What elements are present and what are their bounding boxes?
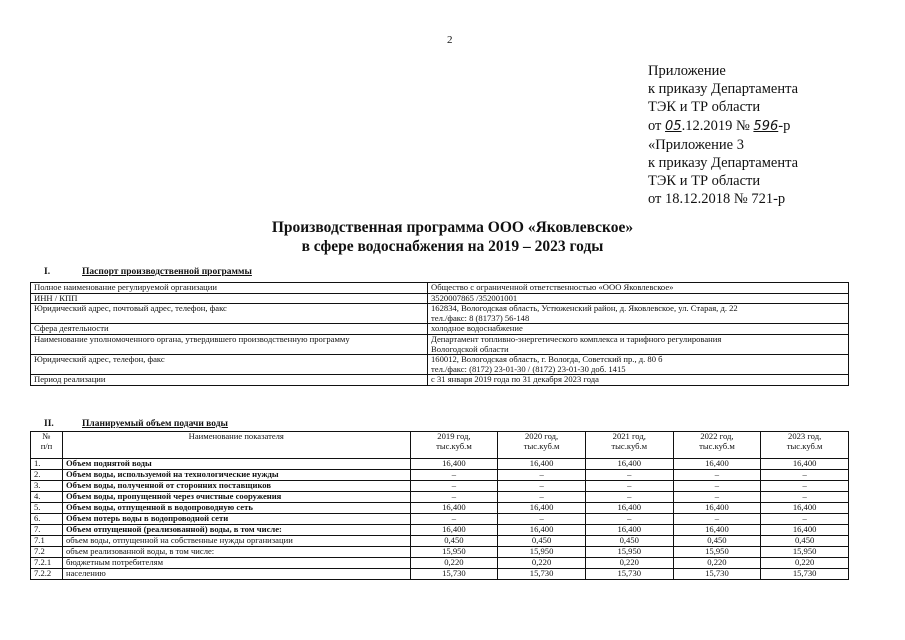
passport-value bbox=[428, 355, 849, 375]
row-value: – bbox=[498, 481, 586, 492]
table-row bbox=[31, 470, 849, 481]
title-line-2: в сфере водоснабжения на 2019 – 2023 годы bbox=[301, 238, 604, 255]
appendix-line: ТЭК и ТР области bbox=[648, 173, 761, 190]
row-number: 7.2.2 bbox=[31, 569, 63, 580]
row-value: – bbox=[410, 492, 498, 503]
order-prefix: от bbox=[648, 117, 666, 134]
row-name: Объем потерь воды в водопроводной сети bbox=[62, 514, 410, 525]
row-value: 0,220 bbox=[585, 558, 673, 569]
section-title: Паспорт производственной программы bbox=[82, 267, 252, 277]
row-value: 15,730 bbox=[410, 569, 498, 580]
passport-value bbox=[428, 304, 849, 324]
section-2-heading bbox=[30, 419, 228, 429]
row-value: – bbox=[761, 470, 849, 481]
passport-value bbox=[428, 334, 849, 354]
row-value: – bbox=[410, 481, 498, 492]
passport-row bbox=[31, 355, 849, 375]
row-name: Объем воды, используемой на технологические нужды bbox=[62, 470, 410, 481]
row-value: 15,950 bbox=[673, 547, 761, 558]
document-title bbox=[0, 218, 905, 256]
passport-value-line: Департамент топливно-энергетического комплекса и тарифного регулирования bbox=[431, 333, 722, 344]
appendix-line: к приказу Департамента bbox=[648, 81, 799, 98]
row-name: Объем отпущенной (реализованной) воды, в том числе: bbox=[62, 525, 410, 536]
passport-value bbox=[428, 283, 849, 294]
row-value: 16,400 bbox=[410, 525, 498, 536]
section-title: Планируемый объем подачи воды bbox=[82, 419, 228, 429]
passport-label: Юридический адрес, почтовый адрес, телефон, факс bbox=[31, 304, 428, 324]
row-value: 0,220 bbox=[673, 558, 761, 569]
header-year: 2021 год, тыс.куб.м bbox=[585, 432, 673, 459]
passport-value bbox=[428, 293, 849, 304]
passport-label: Период реализации bbox=[31, 375, 428, 386]
section-number: II. bbox=[44, 419, 54, 429]
table-row bbox=[31, 459, 849, 470]
row-number: 7.2 bbox=[31, 547, 63, 558]
row-value: – bbox=[585, 481, 673, 492]
section-1-heading bbox=[30, 267, 252, 277]
order-line bbox=[648, 117, 798, 136]
passport-value-line: тел./факс: (8172) 23-01-30 / (8172) 23-01-30 доб. 1415 bbox=[431, 363, 626, 374]
appendix-line: Приложение bbox=[648, 63, 726, 79]
passport-value-line: с 31 января 2019 года по 31 декабря 2023 года bbox=[431, 374, 599, 385]
row-value: – bbox=[673, 470, 761, 481]
order-suffix: -р bbox=[778, 117, 791, 134]
appendix-line: ТЭК и ТР области bbox=[648, 99, 761, 116]
row-value: 16,400 bbox=[673, 503, 761, 514]
row-number: 3. bbox=[31, 481, 63, 492]
row-value: 15,950 bbox=[761, 547, 849, 558]
passport-table bbox=[30, 282, 849, 386]
appendix-line: от 18.12.2018 № 721-р bbox=[648, 191, 786, 208]
order-middle: .12.2019 № bbox=[681, 117, 754, 134]
passport-row bbox=[31, 293, 849, 304]
header-num: № п/п bbox=[31, 432, 63, 459]
header-name: Наименование показателя bbox=[62, 432, 410, 459]
passport-row bbox=[31, 304, 849, 324]
appendix-line: «Приложение 3 bbox=[648, 136, 744, 153]
row-number: 7.1 bbox=[31, 536, 63, 547]
row-value: 0,450 bbox=[410, 536, 498, 547]
row-value: 15,730 bbox=[761, 569, 849, 580]
passport-value-line: Общество с ограниченной ответственностью «ООО Яковлевское» bbox=[431, 282, 674, 292]
header-year: 2019 год, тыс.куб.м bbox=[410, 432, 498, 459]
table-row bbox=[31, 492, 849, 503]
row-value: 16,400 bbox=[498, 525, 586, 536]
row-number: 7.2.1 bbox=[31, 558, 63, 569]
row-name: Объем воды, полученной от сторонних поставщиков bbox=[62, 481, 410, 492]
row-value: 16,400 bbox=[498, 459, 586, 470]
passport-label: ИНН / КПП bbox=[31, 293, 428, 304]
row-value: – bbox=[410, 470, 498, 481]
passport-row bbox=[31, 324, 849, 335]
row-value: 15,950 bbox=[410, 547, 498, 558]
row-number: 4. bbox=[31, 492, 63, 503]
row-value: – bbox=[761, 514, 849, 525]
appendix-line: к приказу Департамента bbox=[648, 155, 799, 172]
table-row bbox=[31, 503, 849, 514]
row-value: 15,730 bbox=[585, 569, 673, 580]
row-number: 1. bbox=[31, 459, 63, 470]
row-value: – bbox=[498, 470, 586, 481]
row-value: – bbox=[585, 514, 673, 525]
row-value: 16,400 bbox=[498, 503, 586, 514]
row-value: 16,400 bbox=[673, 459, 761, 470]
row-value: 16,400 bbox=[761, 459, 849, 470]
row-value: 15,730 bbox=[498, 569, 586, 580]
passport-row bbox=[31, 334, 849, 354]
row-value: 16,400 bbox=[585, 459, 673, 470]
row-value: – bbox=[585, 492, 673, 503]
header-year: 2022 год, тыс.куб.м bbox=[673, 432, 761, 459]
passport-label: Наименование уполномоченного органа, утвердившего производственную программу bbox=[31, 334, 428, 354]
row-value: 0,450 bbox=[673, 536, 761, 547]
row-value: 15,950 bbox=[498, 547, 586, 558]
passport-label: Полное наименование регулируемой организации bbox=[31, 283, 428, 294]
row-number: 2. bbox=[31, 470, 63, 481]
row-name: Объем воды, пропущенной через очистные сооружения bbox=[62, 492, 410, 503]
passport-value bbox=[428, 375, 849, 386]
row-value: 16,400 bbox=[761, 525, 849, 536]
table-row bbox=[31, 536, 849, 547]
row-value: – bbox=[673, 481, 761, 492]
passport-row bbox=[31, 375, 849, 386]
row-number: 5. bbox=[31, 503, 63, 514]
row-value: 0,220 bbox=[498, 558, 586, 569]
row-value: 16,400 bbox=[585, 503, 673, 514]
passport-value-line: 3520007865 /352001001 bbox=[431, 292, 518, 303]
row-value: 16,400 bbox=[761, 503, 849, 514]
row-name: объем реализованной воды, в том числе: bbox=[62, 547, 410, 558]
row-value: – bbox=[410, 514, 498, 525]
row-value: – bbox=[673, 514, 761, 525]
section-number: I. bbox=[44, 267, 51, 277]
passport-value-line: тел./факс: 8 (81737) 56-148 bbox=[431, 312, 530, 323]
table-row bbox=[31, 558, 849, 569]
water-volume-table bbox=[30, 431, 849, 580]
row-value: – bbox=[585, 470, 673, 481]
row-value: 15,730 bbox=[673, 569, 761, 580]
header-year: 2023 год, тыс.куб.м bbox=[761, 432, 849, 459]
handwritten-number: 596 bbox=[753, 118, 779, 134]
passport-value-line: холодное водоснабжение bbox=[431, 323, 523, 334]
row-name: Объем воды, отпущенной в водопроводную сеть bbox=[62, 503, 410, 514]
title-line-1: Производственная программа ООО «Яковлевское» bbox=[271, 219, 634, 236]
row-value: 0,450 bbox=[498, 536, 586, 547]
row-value: – bbox=[498, 514, 586, 525]
passport-label: Сфера деятельности bbox=[31, 324, 428, 335]
handwritten-day: 05 bbox=[665, 118, 682, 134]
table-row bbox=[31, 525, 849, 536]
row-value: – bbox=[761, 481, 849, 492]
row-value: 16,400 bbox=[673, 525, 761, 536]
row-value: – bbox=[761, 492, 849, 503]
row-value: 0,220 bbox=[410, 558, 498, 569]
table-row bbox=[31, 481, 849, 492]
row-value: – bbox=[673, 492, 761, 503]
header-year: 2020 год, тыс.куб.м bbox=[498, 432, 586, 459]
passport-value-line: 160012, Вологодская область, г. Вологда, Советский пр., д. 80 б bbox=[431, 354, 663, 365]
row-value: 0,450 bbox=[585, 536, 673, 547]
row-value: 0,220 bbox=[761, 558, 849, 569]
table-row bbox=[31, 569, 849, 580]
row-name: бюджетным потребителям bbox=[62, 558, 410, 569]
passport-value-line: 162834, Вологодская область, Устюженский район, д. Яковлевское, ул. Старая, д. 22 bbox=[431, 303, 738, 314]
row-value: 15,950 bbox=[585, 547, 673, 558]
table-header-row bbox=[31, 432, 849, 459]
row-value: 16,400 bbox=[410, 459, 498, 470]
row-name: объем воды, отпущенной на собственные нужды организации bbox=[62, 536, 410, 547]
row-number: 7. bbox=[31, 525, 63, 536]
passport-value-line: Вологодской области bbox=[431, 343, 509, 354]
row-number: 6. bbox=[31, 514, 63, 525]
table-row bbox=[31, 547, 849, 558]
passport-value bbox=[428, 324, 849, 335]
row-value: 16,400 bbox=[585, 525, 673, 536]
row-value: – bbox=[498, 492, 586, 503]
row-value: 16,400 bbox=[410, 503, 498, 514]
appendix-block bbox=[648, 62, 798, 209]
table-row bbox=[31, 514, 849, 525]
page-number: 2 bbox=[447, 34, 453, 46]
passport-row bbox=[31, 283, 849, 294]
passport-label: Юридический адрес, телефон, факс bbox=[31, 355, 428, 375]
row-name: населению bbox=[62, 569, 410, 580]
row-value: 0,450 bbox=[761, 536, 849, 547]
row-name: Объем поднятой воды bbox=[62, 459, 410, 470]
